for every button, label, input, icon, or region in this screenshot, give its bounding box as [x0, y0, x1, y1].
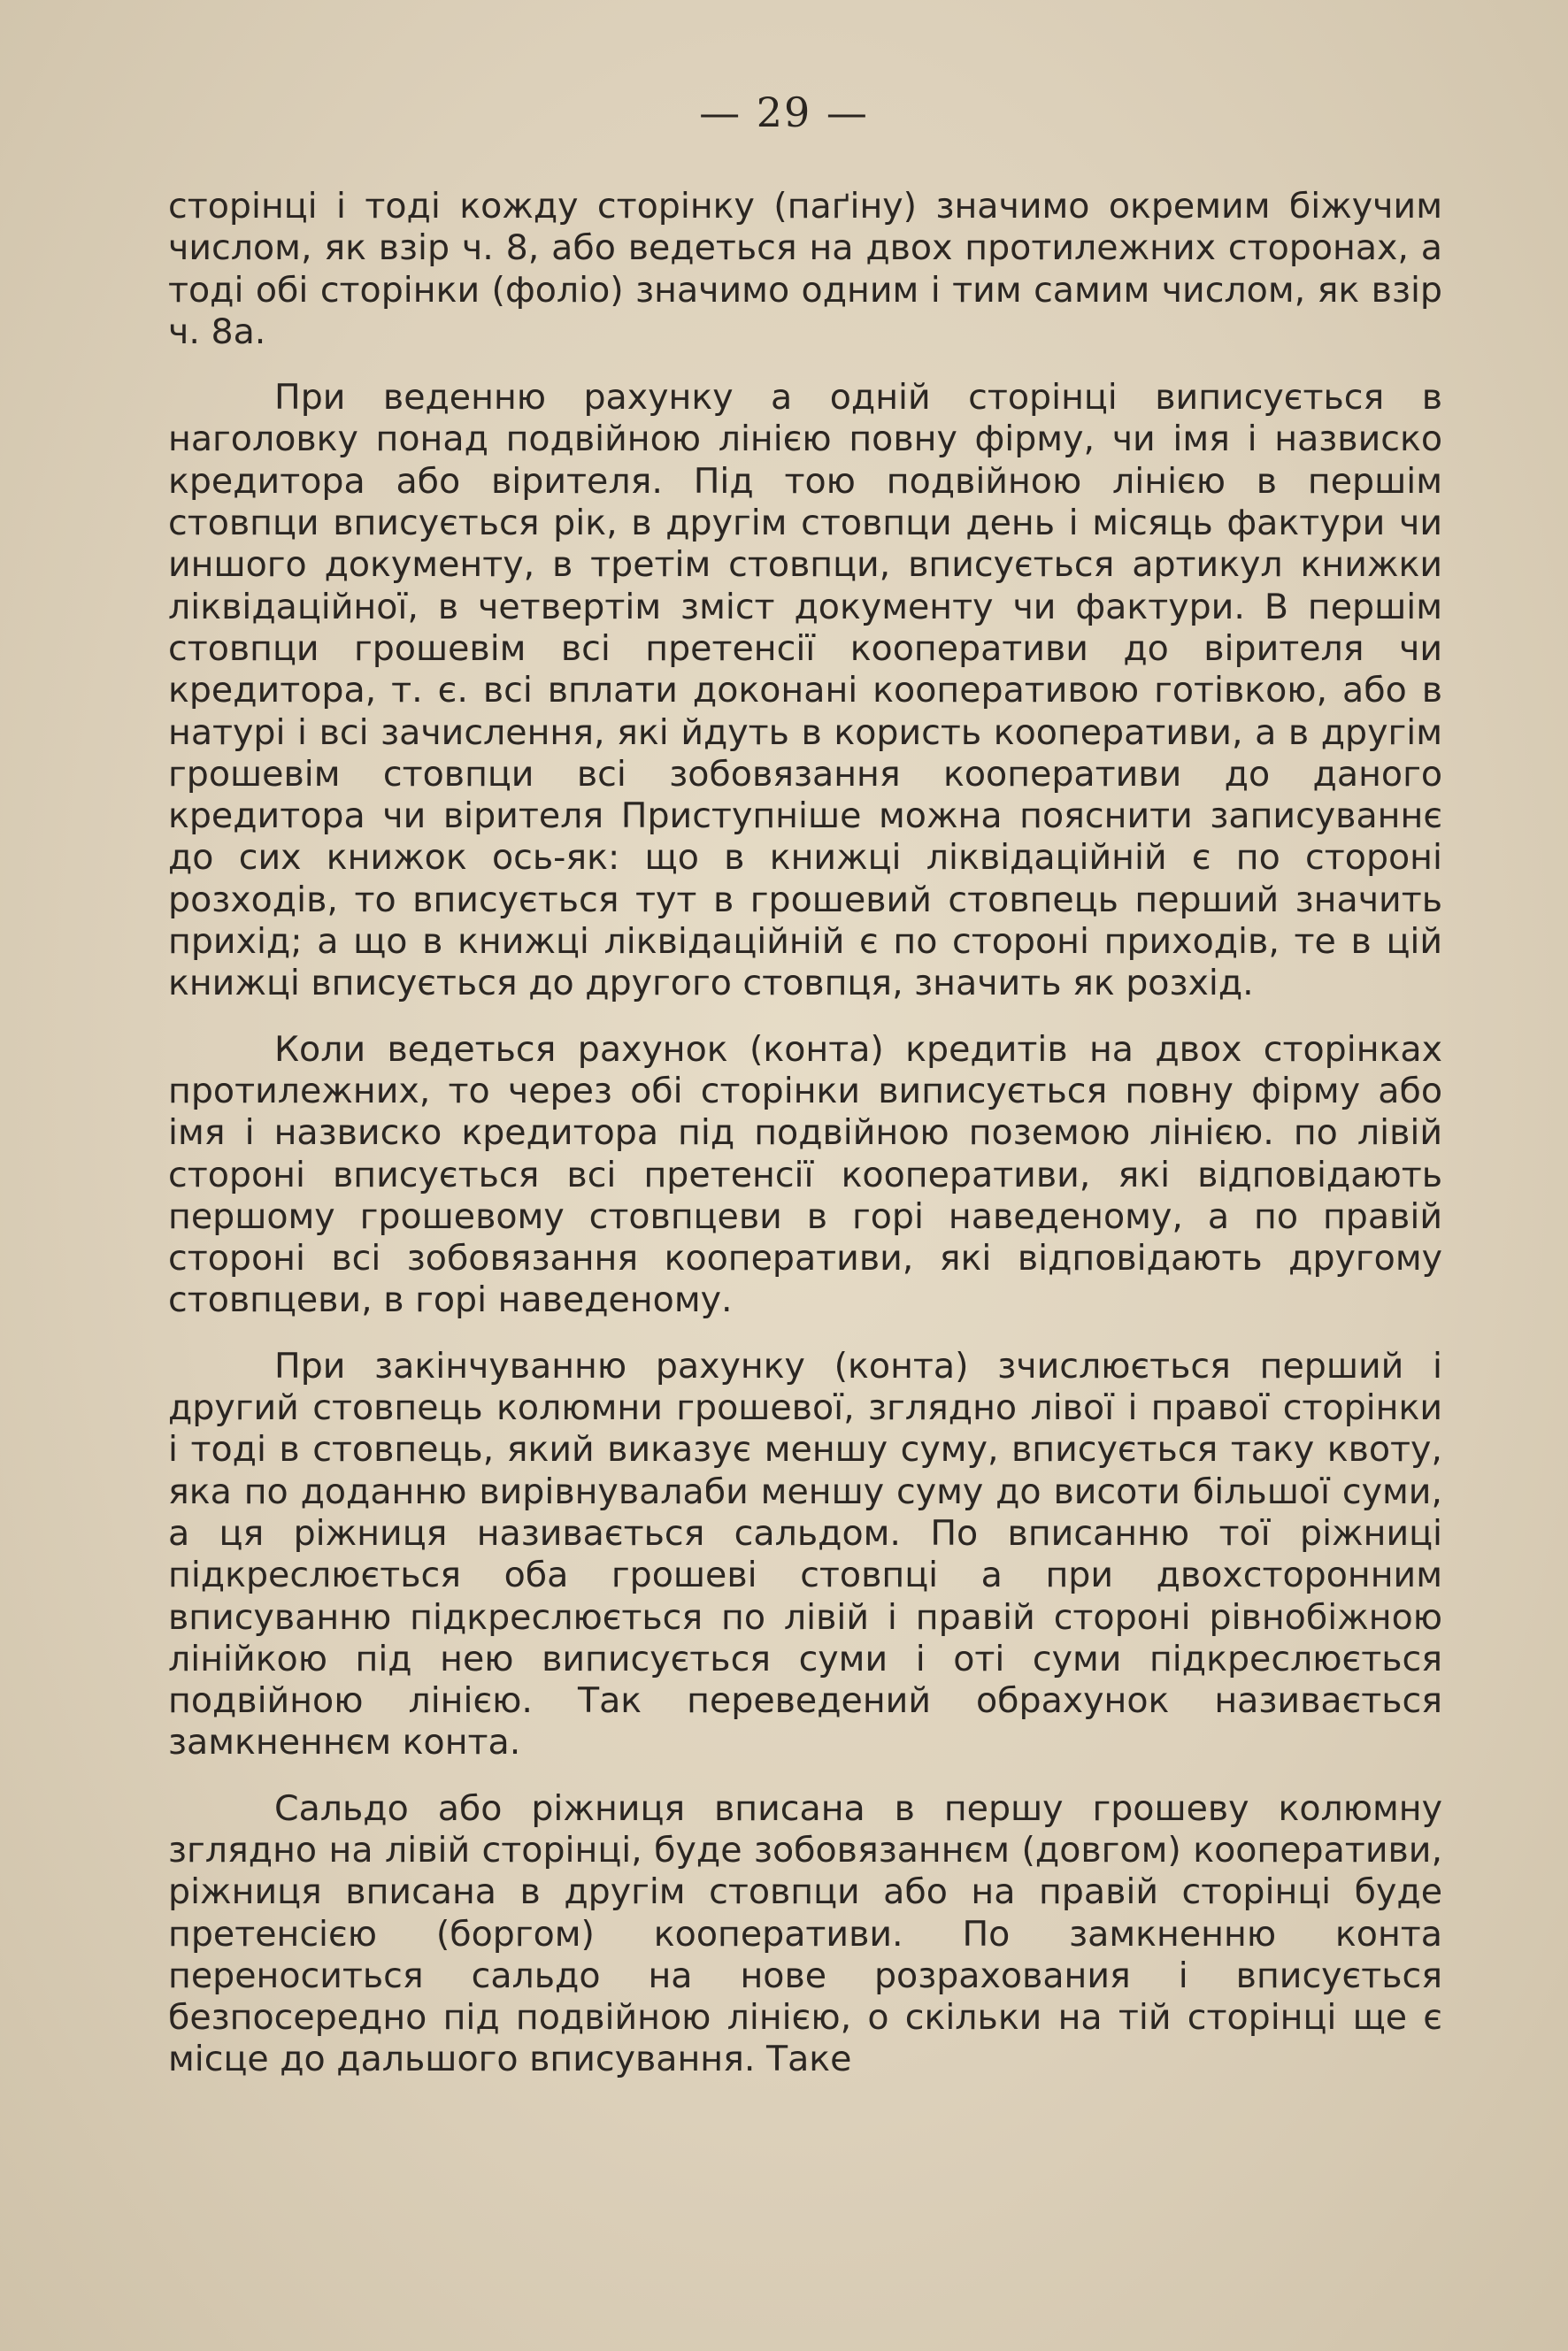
paragraph-1: сторінці і тоді кожду сторінку (паґіну) значимо окремим біжучим числом, як взір ч. 8, або ведеться на двох протилежних сторонах, а тоді обі сторінки (фоліо) значимо одним і тим самим числом, як взір ч. 8а.: [168, 186, 1442, 352]
body-text: [168, 186, 1442, 2105]
paragraph-5: Сальдо або ріжниця вписана в першу грошеву колюмну зглядно на лівій сторінці, буде зобовязаннєм (довгом) кооперативи, ріжниця вписана в другім стовпци або на правій сторінці буде претенсією (боргом) кооперативи. По замкненню конта переноситься сальдо на нове розрахования і вписується безпосередно під подвійною лінією, о скільки на тій сторінці ще є місце до дальшого вписування. Таке: [168, 1787, 1442, 2080]
paragraph-4: При закінчуванню рахунку (конта) зчислюється перший і другий стовпець колюмни грошевої, зглядно лівої і правої сторінки і тоді в стовпець, який виказує меншу суму, вписується таку квоту, яка по доданню вирівнувалаби меншу суму до висоти більшої суми, а ця ріжниця називається сальдом. По вписанню тої ріжниці підкреслюється оба грошеві стовпці а при двохсторонним вписуванню підкреслюється по лівій і правій стороні рівнобіжною лінійкою під нею виписується суми і оті суми підкреслюється подвійною лінією. Так переведений обрахунок називається замкненнєм конта.: [168, 1345, 1442, 1763]
paragraph-3: Коли ведеться рахунок (конта) кредитів на двох сторінках протилежних, то через обі сторінки виписується повну фірму або імя і назвиско кредитора під подвійною поземою лінією. по лівій стороні вписується всі претенсії кооперативи, які відповідають першому грошевому стовпцеви в горі наведеному, а по правій стороні всі зобовязання кооперативи, які відповідають другому стовпцеви, в горі наведеному.: [168, 1028, 1442, 1321]
paragraph-2: При веденню рахунку а одній сторінці виписується в наголовку понад подвійною лінією повну фірму, чи імя і назвиско кредитора або вірителя. Під тою подвійною лінією в першім стовпци вписується рік, в другім стовпци день і місяць фактури чи иншого документу, в третім стовпци, вписується артикул книжки ліквідаційної, в четвертім зміст документу чи фактури. В першім стовпци грошевім всі претенсії кооперативи до вірителя чи кредитора, т. є. всі вплати доконані кооперативою готівкою, або в натурі і всі зачислення, які йдуть в користь кооперативи, а в другім грошевім стовпци всі зобовязання кооперативи до даного кредитора чи вірителя Приступніше можна пояснити записуваннє до сих книжок ось-як: що в книжці ліквідаційній є по стороні розходів, то вписується тут в грошевий стовпець перший значить прихід; а що в книжці ліквідаційній є по стороні приходів, те в цій книжці вписується до другого стовпця, значить як розхід.: [168, 377, 1442, 1004]
page-number: — 29 —: [699, 88, 869, 136]
